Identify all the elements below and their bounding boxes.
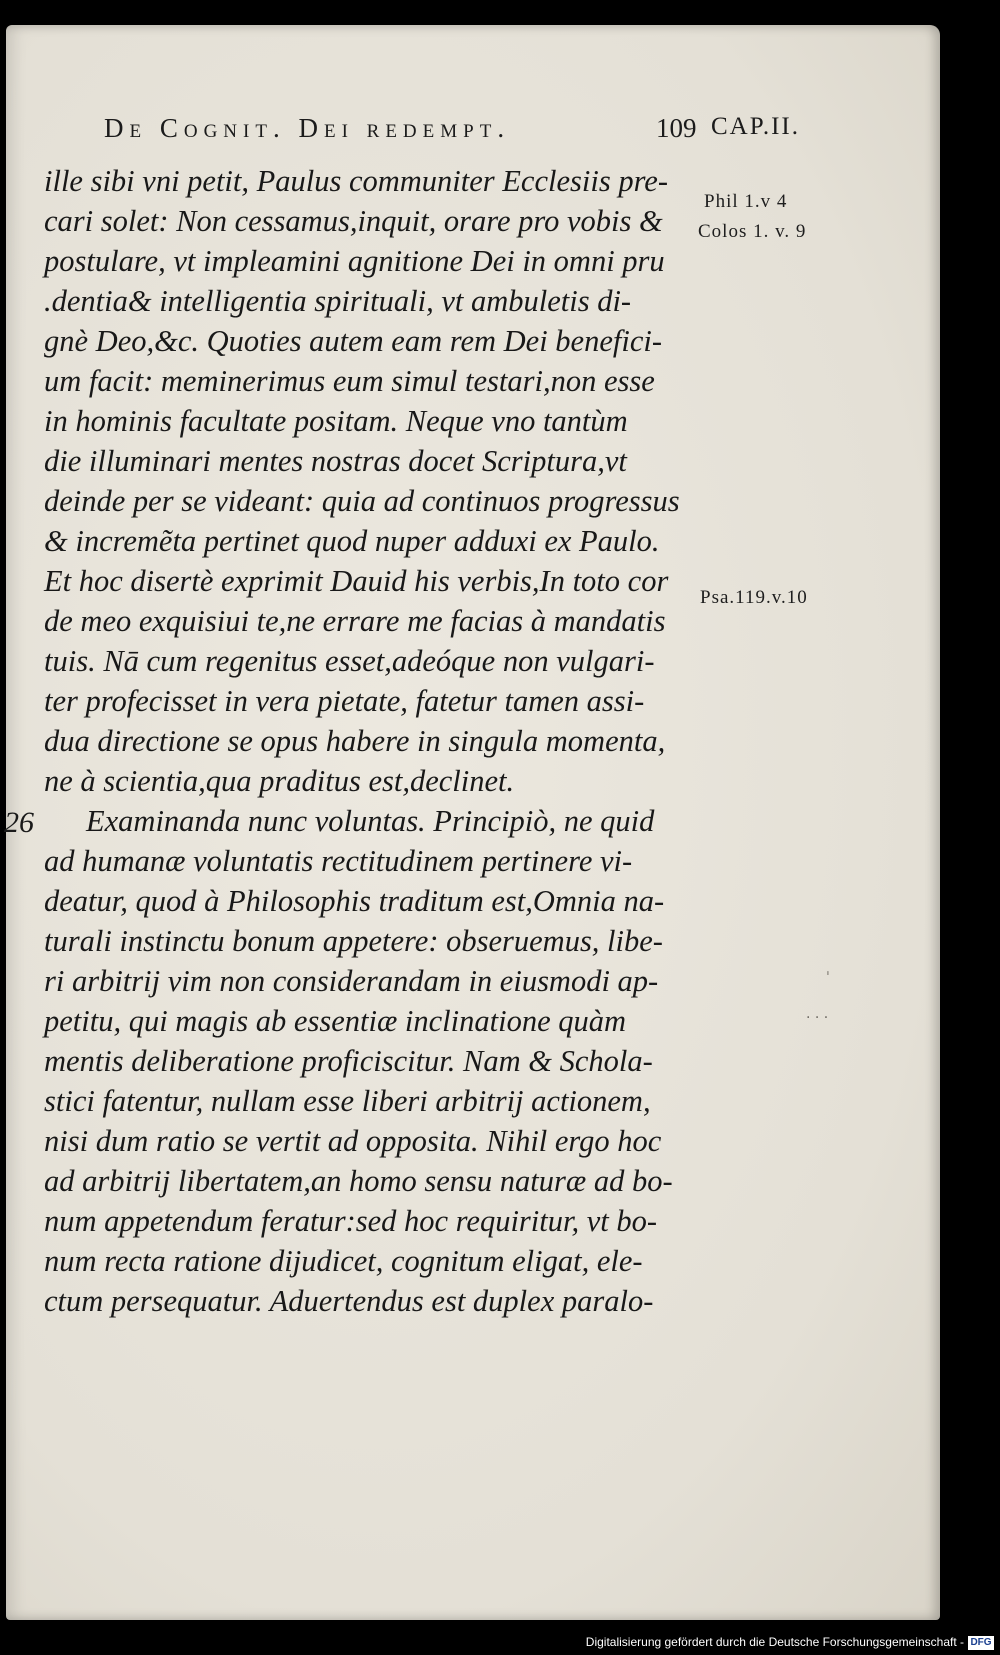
text-line: ad arbitrij libertatem,an homo sensu naturæ ad bo- (44, 1164, 673, 1198)
dfg-logo: DFG (968, 1636, 994, 1650)
text-line: postulare, vt impleamini agnitione Dei in omni pru (44, 244, 665, 278)
page-number: 109 (656, 113, 697, 143)
text-line: dua directione se opus habere in singula momenta, (44, 724, 666, 758)
margin-note-psalm: Psa.119.v.10 (700, 587, 808, 608)
text-line: ne à scientia,qua praditus est,declinet. (44, 764, 515, 798)
body-text (44, 161, 704, 1321)
text-line: Et hoc disertè exprimit Dauid his verbis,In toto cor (44, 564, 669, 598)
chapter-label: CAP.II. (711, 113, 801, 140)
text-line: ille sibi vni petit, Paulus communiter Ecclesiis pre- (44, 164, 668, 198)
text-line: um facit: meminerimus eum simul testari,non esse (44, 364, 655, 398)
book-page (6, 25, 940, 1620)
text-line: in hominis facultate positam. Neque vno tantùm (44, 404, 628, 438)
text-line: gnè Deo,&c. Quoties autem eam rem Dei benefici- (44, 324, 662, 358)
text-line: num appetendum feratur:sed hoc requiritur, vt bo- (44, 1204, 658, 1238)
text-line: ri arbitrij vim non considerandam in eiusmodi ap- (44, 964, 659, 998)
page-header (6, 113, 940, 153)
text-line: petitu, qui magis ab essentiæ inclinatione quàm (44, 1004, 627, 1038)
text-line: tuis. Nā cum regenitus esset,adeóque non vulgari- (44, 644, 655, 678)
text-line: deinde per se videant: quia ad continuos progressus (44, 484, 680, 518)
text-line: mentis deliberatione proficiscitur. Nam & Schola- (44, 1044, 653, 1078)
paper-speck: · · · (806, 1010, 829, 1026)
text-line: & incremẽta pertinet quod nuper adduxi ex Paulo. (44, 524, 660, 558)
paper-speck: ˈ (826, 970, 830, 986)
text-line: Examinanda nunc voluntas. Principiò, ne quid (86, 804, 655, 838)
text-line: ad humanæ voluntatis rectitudinem pertinere vi- (44, 844, 633, 878)
text-line: cari solet: Non cessamus,inquit, orare pro vobis & (44, 204, 663, 238)
text-line: .dentia& intelligentia spirituali, vt ambuletis di- (44, 284, 632, 318)
text-line: turali instinctu bonum appetere: obseruemus, libe- (44, 924, 663, 958)
text-line: ctum persequatur. Aduertendus est duplex paralo- (44, 1284, 654, 1318)
margin-note-colos: Colos 1. v. 9 (698, 221, 807, 242)
text-line: deatur, quod à Philosophis traditum est,Omnia na- (44, 884, 665, 918)
text-line: die illuminari mentes nostras docet Scriptura,vt (44, 444, 627, 478)
section-number: 26 (4, 806, 34, 839)
running-title: De Cognit. Dei redempt. (104, 113, 511, 143)
text-line: num recta ratione dijudicet, cognitum eligat, ele- (44, 1244, 643, 1278)
text-line: stici fatentur, nullam esse liberi arbitrij actionem, (44, 1084, 651, 1118)
text-line: de meo exquisiui te,ne errare me facias à mandatis (44, 604, 666, 638)
margin-note-phil: Phil 1.v 4 (704, 191, 788, 212)
text-line: ter profecisset in vera pietate, fatetur tamen assi- (44, 684, 645, 718)
text-line: nisi dum ratio se vertit ad opposita. Nihil ergo hoc (44, 1124, 662, 1158)
digitization-credit: Digitalisierung gefördert durch die Deutsche Forschungsgemeinschaft - (585, 1635, 964, 1649)
